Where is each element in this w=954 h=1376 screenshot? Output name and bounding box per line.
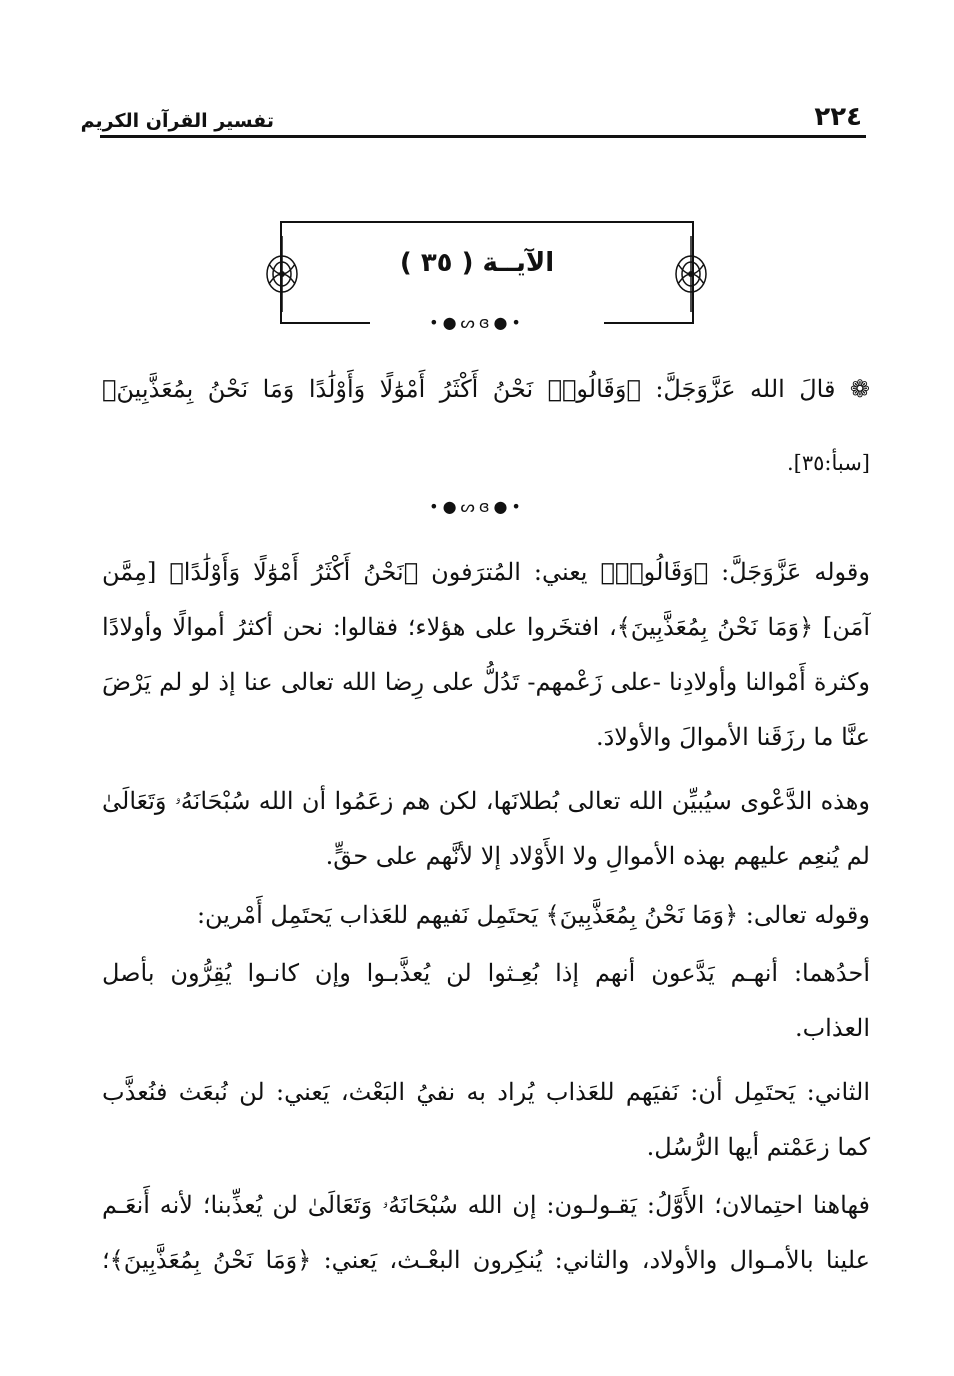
paragraph-line: آمَن] ﴿وَمَا نَحْنُ بِمُعَذَّبِينَ﴾، افتخَروا على هؤلاء؛ فقالوا: نحن أكثرُ أموالًا وأولادًا <box>102 613 870 641</box>
ornament-divider: •●ᔕɞ●• <box>429 313 525 332</box>
paragraph-line: فهاهنا احتِمالان؛ الأَوَّلُ: يَقـولـون: إن الله سُبْحَانَهُۥ وَتَعَالَىٰ لن يُعذِّبنا؛ لأنه أَنعَـم <box>102 1191 870 1219</box>
paragraph-line: علينا بالأمـوال والأولاد، والثاني: يُنكِرون البعْـث، يَعني: ﴿وَمَا نَحْنُ بِمُعَذَّبِينَ﴾؛ <box>102 1246 870 1274</box>
paragraph-line: وهذه الدَّعْوى سيُبيِّن الله تعالى بُطلانَها، لكن هم زعَمُوا أن الله سُبْحَانَهُۥ وَتَعَالَىٰ <box>102 787 870 815</box>
paragraph-line: وكثرة أَمْوالنا وأولادِنا -على زَعْمهم- تَدُلُّ على رِضا الله تعالى عنا إذ لو لم يَرْضَ <box>102 668 870 696</box>
paragraph-line: وقوله تعالى: ﴿وَمَا نَحْنُ بِمُعَذَّبِينَ﴾ يَحتَمِل نَفيهم للعَذاب يَحتَمِل أَمْرين: <box>196 901 870 929</box>
header-rule <box>100 135 866 138</box>
book-title: تفسير القرآن الكريم <box>80 110 274 132</box>
paragraph-line: العذاب. <box>794 1014 870 1042</box>
frame-top-border <box>280 221 694 223</box>
verse-line: ❁ قالَ الله عَزَّوَجَلَّ: ﴿وَقَالُوا۟ نَحْنُ أَكْثَرُ أَمْوَٰلًا وَأَوْلَٰدًا وَمَا نَحْنُ بِمُعَذَّبِينَ﴾ <box>102 375 870 403</box>
verse-reference: [سبأ:٣٥]. <box>786 451 870 475</box>
section-separator: •●ᔕɞ●• <box>429 497 525 516</box>
page-number: ٢٢٤ <box>814 102 862 132</box>
paragraph-line: كما زعَمْتم أيها الرُّسُل. <box>646 1133 870 1161</box>
paragraph-line: أحدُهما: أنهـم يَدَّعون أنهم إذا بُعِـثوا لن يُعذَّبـوا وإن كانـوا يُقِرُّون بأصل <box>102 959 870 987</box>
paragraph-line: وقوله عَزَّوَجَلَّ: ﴿وَقَالُوا۟﴾ يعني: المُترَفون ﴿نَحْنُ أَكْثَرُ أَمْوَٰلًا وَأَوْلَٰدًا﴾ [مِمَّن <box>102 558 870 586</box>
paragraph-line: عنَّا ما رزَقَنا الأموالَ والأولادَ. <box>595 723 870 751</box>
paragraph-line: لم يُنعِم عليهم بهذه الأموالِ ولا الأَوْلاد إلا لأنَّهم على حقٍّ. <box>325 842 870 870</box>
ayah-heading: الآيــة ( ٣٥ ) <box>399 248 555 278</box>
paragraph-line: الثاني: يَحتَمِل أن: نَفيَهم للعَذاب يُراد به نفيُ البَعْث، يَعني: لن نُبعَث فنُعذَّب <box>102 1078 870 1106</box>
